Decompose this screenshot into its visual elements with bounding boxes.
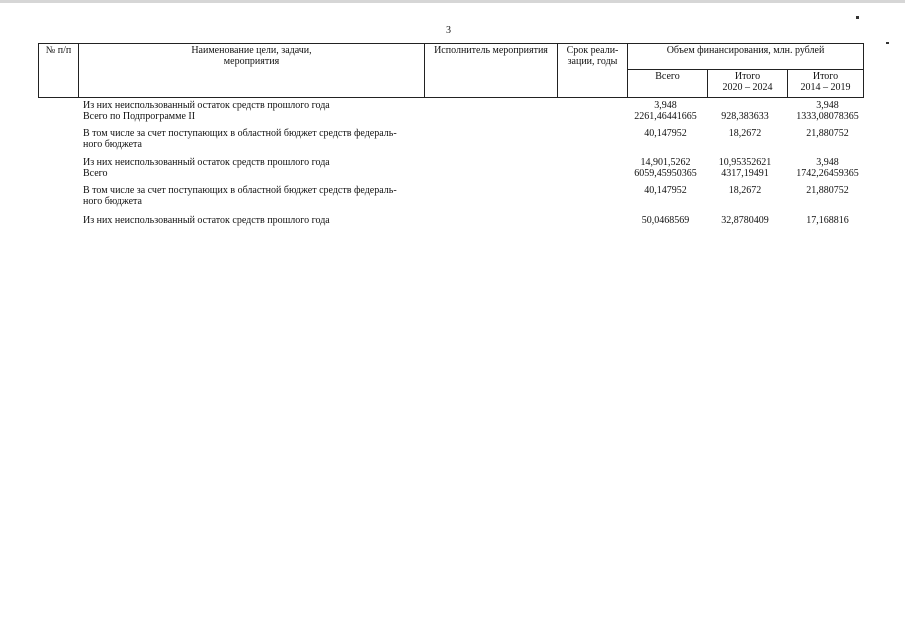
row-2014-2019: 1742,26459365	[796, 168, 859, 179]
scan-speck	[856, 16, 859, 19]
row-2020-2024: 928,383633	[721, 111, 769, 122]
row-2014-2019: 21,880752	[806, 128, 849, 139]
header-name-line2: мероприятия	[223, 56, 280, 67]
header-term-line1: Срок реали-	[566, 45, 619, 56]
table-header	[38, 43, 864, 98]
header-name-line1: Наименование цели, задачи,	[191, 45, 312, 56]
header-2014-2019	[788, 70, 864, 98]
header-2014-line2: 2014 – 2019	[800, 82, 851, 93]
header-total: Всего	[628, 70, 708, 98]
scan-speck	[886, 42, 889, 44]
row-total: 50,0468569	[641, 215, 690, 226]
header-term-line2: зации, годы	[567, 56, 618, 67]
header-num: № п/п	[39, 44, 79, 98]
row-label: Из них неиспользованный остаток средств прошлого года	[83, 215, 330, 226]
row-label-line1: В том числе за счет поступающих в областной бюджет средств федераль-	[83, 185, 397, 196]
row-total: 40,147952	[644, 185, 687, 196]
row-2014-2019: 3,948	[816, 100, 839, 111]
row-label-line1: В том числе за счет поступающих в областной бюджет средств федераль-	[83, 128, 397, 139]
row-total: 6059,45950365	[634, 168, 697, 179]
row-total: 2261,46441665	[634, 111, 697, 122]
header-funding: Объем финансирования, млн. рублей	[628, 44, 864, 70]
row-2014-2019: 3,948	[816, 157, 839, 168]
header-2020-line2: 2020 – 2024	[722, 82, 773, 93]
row-label: Из них неиспользованный остаток средств прошлого года	[83, 100, 330, 111]
header-2014-line1: Итого	[812, 71, 839, 82]
page-number: 3	[446, 25, 451, 36]
row-total: 14,901,5262	[640, 157, 691, 168]
row-label-line2: ного бюджета	[83, 139, 142, 150]
row-2020-2024: 18,2672	[728, 185, 762, 196]
header-2020-line1: Итого	[734, 71, 761, 82]
row-total: 3,948	[654, 100, 677, 111]
row-label: Всего	[83, 168, 108, 179]
row-2020-2024: 18,2672	[728, 128, 762, 139]
row-2020-2024: 32,8780409	[721, 215, 769, 226]
scan-top-edge	[0, 0, 905, 3]
header-2020-2024	[708, 70, 788, 98]
row-label-line2: ного бюджета	[83, 196, 142, 207]
row-2014-2019: 1333,08078365	[796, 111, 859, 122]
row-2014-2019: 17,168816	[806, 215, 849, 226]
row-label: Всего по Подпрограмме II	[83, 111, 196, 122]
header-term	[558, 44, 628, 98]
row-2020-2024: 10,95352621	[718, 157, 772, 168]
row-2014-2019: 21,880752	[806, 185, 849, 196]
row-total: 40,147952	[644, 128, 687, 139]
row-2020-2024: 4317,19491	[721, 168, 769, 179]
row-label: Из них неиспользованный остаток средств прошлого года	[83, 157, 330, 168]
header-executor: Исполнитель мероприятия	[425, 44, 558, 98]
header-name	[79, 44, 425, 98]
